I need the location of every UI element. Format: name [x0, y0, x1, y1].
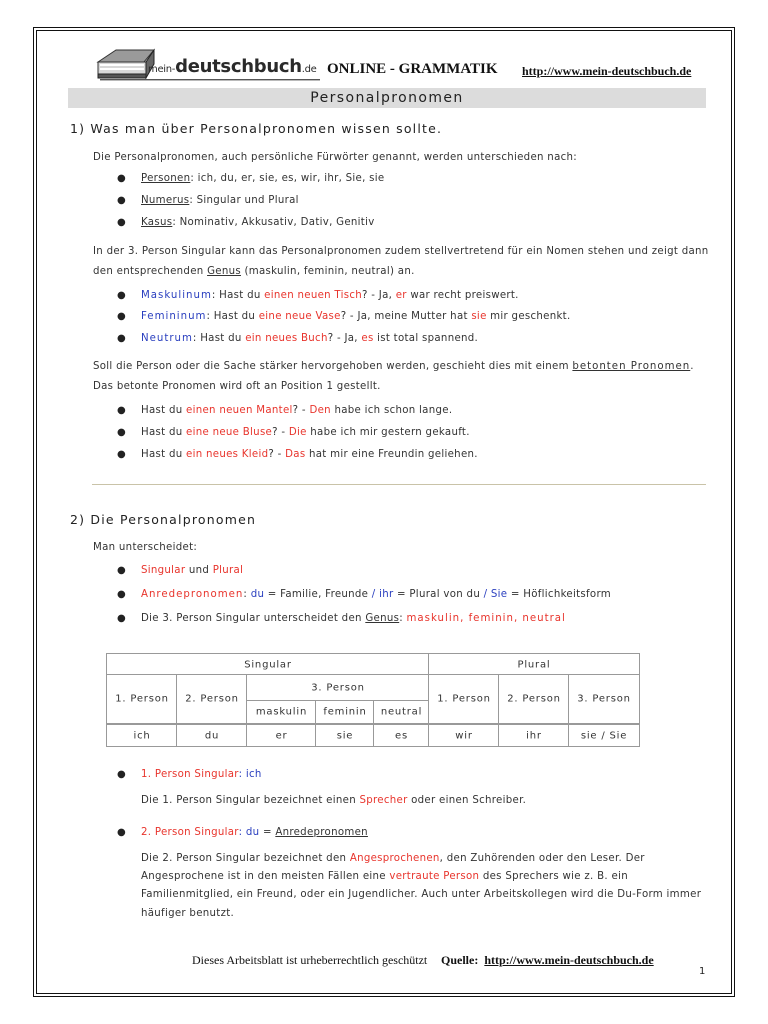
list-item: Hast du ein neues Kleid? - Das hat mir eine Freundin geliehen.: [141, 449, 478, 460]
list-item: Anredepronomen: du = Familie, Freunde / ihr = Plural von du / Sie = Höflichkeitsform: [141, 589, 611, 600]
bullet-icon: ●: [117, 217, 126, 228]
table-cell: du: [176, 724, 248, 747]
table-header-cell: 3. Person: [246, 674, 430, 702]
list-item: Hast du einen neuen Mantel? - Den habe ich schon lange.: [141, 405, 453, 416]
list-item: Kasus: Nominativ, Akkusativ, Dativ, Genitiv: [141, 217, 375, 228]
table-cell: es: [373, 724, 430, 747]
paragraph-line: häufiger benutzt.: [141, 908, 235, 919]
table-cell: wir: [428, 724, 500, 747]
list-item: Personen: ich, du, er, sie, es, wir, ihr, Sie, sie: [141, 173, 385, 184]
pronoun-table: [106, 653, 640, 747]
paragraph-line: In der 3. Person Singular kann das Personalpronomen zudem stellvertretend für ein Nomen stehen und zeigt dann: [93, 246, 709, 257]
bullet-icon: ●: [117, 173, 126, 184]
table-header-plural: Plural: [428, 653, 640, 676]
table-cell: ihr: [498, 724, 570, 747]
table-header-cell: 2. Person: [176, 674, 248, 724]
section-2-heading: 2) Die Personalpronomen: [70, 512, 257, 527]
paragraph-line: Die 1. Person Singular bezeichnet einen Sprecher oder einen Schreiber.: [141, 795, 527, 806]
bullet-icon: ●: [117, 589, 126, 600]
table-header-cell: neutral: [373, 700, 430, 724]
list-item: Femininum: Hast du eine neue Vase? - Ja, meine Mutter hat sie mir geschenkt.: [141, 311, 571, 322]
bullet-icon: ●: [117, 427, 126, 438]
list-item: Maskulinum: Hast du einen neuen Tisch? - Ja, er war recht preiswert.: [141, 290, 519, 301]
header-url-link[interactable]: http://www.mein-deutschbuch.de: [522, 64, 692, 78]
table-header-cell: 1. Person: [428, 674, 500, 724]
list-item: Numerus: Singular und Plural: [141, 195, 299, 206]
paragraph-line: Familienmitglied, ein Freund, oder ein Jugendlicher. Auch unter Arbeitskollegen wird die Du-Form immer: [141, 889, 702, 900]
page-title: Personalpronomen: [310, 90, 464, 106]
bullet-icon: ●: [117, 195, 126, 206]
footer-copyright: Dieses Arbeitsblatt ist urheberrechtlich geschützt: [192, 953, 428, 967]
table-header-cell: maskulin: [246, 700, 317, 724]
page-number: 1: [699, 966, 706, 977]
bullet-icon: ●: [117, 290, 126, 301]
table-cell: er: [246, 724, 317, 747]
header-title: ONLINE - GRAMMATIK: [327, 61, 498, 77]
table-cell: ich: [106, 724, 178, 747]
bullet-icon: ●: [117, 405, 126, 416]
table-cell: sie: [315, 724, 375, 747]
bullet-icon: ●: [117, 333, 126, 344]
list-item: 2. Person Singular: du = Anredepronomen: [141, 827, 368, 838]
paragraph-line: Die 2. Person Singular bezeichnet den Angesprochenen, den Zuhörenden oder den Leser. Der: [141, 853, 645, 864]
bullet-icon: ●: [117, 613, 126, 624]
bullet-icon: ●: [117, 565, 126, 576]
footer-source: Quelle: http://www.mein-deutschbuch.de: [441, 953, 654, 967]
section-2-intro: Man unterscheidet:: [93, 542, 198, 553]
paragraph-line: den entsprechenden Genus (maskulin, feminin, neutral) an.: [93, 266, 415, 277]
section-divider: [92, 484, 706, 485]
list-item: Neutrum: Hast du ein neues Buch? - Ja, es ist total spannend.: [141, 333, 479, 344]
list-item: Singular und Plural: [141, 565, 244, 576]
table-header-cell: 3. Person: [568, 674, 640, 724]
table-header-cell: 2. Person: [498, 674, 570, 724]
table-header-cell: 1. Person: [106, 674, 178, 724]
paragraph-line: Soll die Person oder die Sache stärker hervorgehoben werden, geschieht dies mit einem betonten Pronomen.: [93, 361, 694, 372]
bullet-icon: ●: [117, 311, 126, 322]
list-item: 1. Person Singular: ich: [141, 769, 262, 780]
table-header-singular: Singular: [106, 653, 430, 676]
paragraph-line: Angesprochene ist in den meisten Fällen eine vertraute Person des Sprechers wie z. B. ein: [141, 871, 628, 882]
section-1-heading: 1) Was man über Personalpronomen wissen sollte.: [70, 121, 443, 136]
list-item: Hast du eine neue Bluse? - Die habe ich mir gestern gekauft.: [141, 427, 470, 438]
footer-source-link[interactable]: http://www.mein-deutschbuch.de: [484, 953, 654, 967]
list-item: Die 3. Person Singular unterscheidet den Genus: maskulin, feminin, neutral: [141, 613, 566, 624]
bullet-icon: ●: [117, 827, 126, 838]
bullet-icon: ●: [117, 769, 126, 780]
table-cell: sie / Sie: [568, 724, 640, 747]
bullet-icon: ●: [117, 449, 126, 460]
table-header-cell: feminin: [315, 700, 375, 724]
logo-wordmark: mein-deutschbuch.de: [148, 56, 317, 77]
paragraph-line: Das betonte Pronomen wird oft an Position 1 gestellt.: [93, 381, 381, 392]
section-1-intro: Die Personalpronomen, auch persönliche Fürwörter genannt, werden unterschieden nach:: [93, 152, 577, 163]
